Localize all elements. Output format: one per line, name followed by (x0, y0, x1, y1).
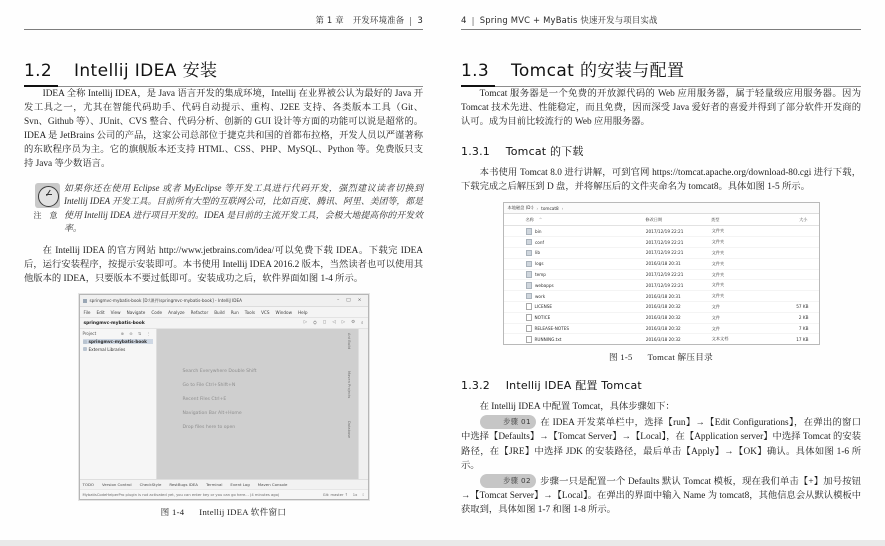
file-type-cell: 文件夹 (711, 228, 725, 234)
explorer-column-headers (504, 214, 819, 226)
file-name-cell (504, 239, 646, 246)
file-name-label: RELEASE-NOTES (534, 326, 570, 332)
section-title: Intellij IDEA 安装 (73, 61, 218, 81)
breadcrumb-drive[interactable]: 本地磁盘 (D:) (507, 205, 534, 211)
menu-item-run[interactable]: Run (230, 309, 239, 315)
hint-navigation-bar: Navigation Bar Alt+Home (182, 411, 242, 417)
ide-window-buttons (337, 298, 365, 303)
note-callout (30, 181, 423, 236)
hint-drop-files: Drop files here to open (182, 425, 236, 431)
file-type-cell: 文件 (711, 325, 721, 331)
settings-icon[interactable]: ⚙ (351, 320, 356, 326)
explorer-breadcrumb[interactable] (504, 203, 819, 214)
project-tree-item-root[interactable] (83, 339, 153, 344)
file-date-cell: 2016/3/18 20:32 (645, 326, 681, 332)
table-row[interactable] (504, 334, 819, 344)
file-type-cell: 文件夹 (711, 249, 725, 255)
file-icon (526, 314, 532, 321)
file-name-cell (504, 325, 646, 332)
file-name-cell (504, 303, 646, 310)
note-text: 如果你还在使用 Eclipse 或者 MyEclipse 等开发工具进行代码开发，强烈建议读者切换到 Intellij IDEA 开发工具。目前所有大型的互联网公司，比如百度、腾讯、阿里、美团等，都是使用 Intellij IDEA 进行项目开发的。IDEA 是目前的主流开发工具，会极大地提高你的开发效率。 (64, 182, 423, 234)
file-size-cell: 7 KB (798, 326, 809, 332)
project-tree-item-libraries[interactable] (83, 347, 153, 352)
file-size-cell: 57 KB (796, 304, 809, 310)
step-paragraph-02 (461, 475, 861, 517)
file-type-cell: 文件夹 (711, 293, 725, 299)
menu-item-tools[interactable]: Tools (244, 309, 256, 315)
file-date-cell: 2017/12/19 22:21 (645, 239, 684, 245)
file-icon (526, 303, 532, 310)
file-name-cell (504, 336, 646, 343)
folder-icon (526, 250, 533, 257)
subsection-number: 1.3.2 (461, 379, 490, 393)
file-date-cell: 2017/12/19 22:21 (645, 282, 684, 288)
page-folio-right: 4 (461, 16, 467, 26)
table-row[interactable] (504, 259, 819, 270)
file-icon (526, 336, 532, 343)
ide-status-bar (80, 479, 368, 489)
table-row[interactable] (504, 291, 819, 302)
running-head-separator: | (471, 16, 475, 26)
menu-item-file[interactable]: File (83, 309, 91, 315)
ide-plugin-message: MybatisCodeHelperPro plugin is not activated yet, you can enter key or you can go here... (4 minutes ago) (82, 492, 280, 497)
menu-item-window[interactable]: Window (275, 309, 293, 315)
paragraph-tomcat-download: 本书使用 Tomcat 8.0 进行讲解，可到官网 https://tomcat.apache.org/download-80.cgi 进行下载，下载完成之后解压到 D 盘，并将解压后的文件夹命名为 tomcat8。具体如图 1-5 所示。 (461, 168, 861, 193)
file-name-cell (504, 271, 646, 278)
chevron-right-icon: › (561, 205, 564, 211)
menu-item-analyze[interactable]: Analyze (168, 309, 185, 315)
file-type-cell: 文件 (711, 314, 721, 320)
file-name-label: temp (535, 272, 546, 278)
stop-icon[interactable]: ◻ (322, 320, 327, 326)
library-icon (83, 347, 87, 351)
file-name-cell (504, 282, 646, 289)
hint-recent-files: Recent Files Ctrl+E (182, 397, 227, 403)
ide-project-panel-title: Project (82, 331, 97, 337)
file-date-cell: 2017/12/19 22:21 (645, 228, 684, 234)
folder-icon (526, 261, 533, 268)
file-name-label: RUNNING.txt (534, 336, 562, 342)
running-head-title: 开发环境准备 (352, 15, 405, 25)
paragraph-config-intro: 在 Intellij IDEA 中配置 Tomcat，具体步骤如下： (479, 402, 675, 413)
forward-icon[interactable]: ▷ (341, 320, 346, 326)
section-rule-left (24, 86, 423, 87)
file-name-label: NOTICE (534, 315, 551, 321)
chevron-right-icon: › (536, 205, 539, 211)
file-name-cell (504, 314, 646, 321)
folder-icon (526, 293, 533, 300)
run-icon[interactable]: ▷ (303, 320, 308, 326)
ide-project-panel-icons[interactable]: ⊕ ⊖ ⇅ ⋮ (120, 331, 153, 337)
file-size-cell: 2 KB (798, 315, 809, 321)
folder-icon (526, 239, 533, 246)
ide-right-toolwindow-bar (346, 329, 368, 479)
file-name-label: lib (535, 250, 540, 256)
column-header-name[interactable] (504, 217, 646, 223)
file-name-cell (504, 228, 646, 235)
tool-tab-ant-build[interactable]: Ant Build (346, 333, 351, 350)
right-page (441, 0, 885, 546)
file-size-cell: 17 KB (796, 336, 809, 342)
subsection-number: 1.3.1 (461, 145, 490, 159)
status-tab-checkstyle[interactable]: CheckStyle (139, 482, 162, 488)
tool-tab-maven-projects[interactable]: Maven Projects (346, 371, 351, 399)
running-head-left (24, 14, 423, 30)
file-name-label: LICENSE (534, 304, 553, 310)
table-row[interactable] (504, 248, 819, 259)
page-bottom-edge (0, 540, 885, 546)
menu-item-navigate[interactable]: Navigate (126, 309, 146, 315)
paragraph-tomcat-intro: Tomcat 服务器是一个免费的开放源代码的 Web 应用服务器，属于轻量级应用服务器。因为 Tomcat 技术先进、性能稳定，而且免费，因而深受 Java 爱好者的喜爱并得到了部分软件开发商的认可。成为目前比较流行的 Web 应用服务器。 (461, 89, 861, 128)
figure-1-4 (24, 294, 423, 518)
figure-caption-text: Intellij IDEA 软件窗口 (199, 507, 287, 518)
menu-item-vcs[interactable]: VCS (261, 309, 270, 315)
status-tab-version-control[interactable]: Version Control (102, 482, 132, 488)
running-head-right (461, 14, 861, 30)
section-rule-right (461, 86, 861, 87)
figure-caption-1-4 (24, 506, 423, 518)
explorer-file-list (504, 226, 819, 344)
file-type-cell: 文件夹 (711, 271, 725, 277)
status-tab-maven-console[interactable]: Maven Console (257, 482, 288, 488)
ide-navigation-bar[interactable] (80, 318, 368, 329)
status-tab-event-log[interactable]: Event Log (230, 482, 250, 488)
section-number: 1.2 (24, 61, 52, 81)
menu-item-edit[interactable]: Edit (96, 309, 105, 315)
table-row[interactable] (504, 313, 819, 324)
project-tree-label: External Libraries (88, 346, 126, 352)
status-tab-restbugs[interactable]: RestBugs IDEA (169, 482, 198, 488)
maximize-icon[interactable]: □ (346, 298, 351, 304)
step-text-01: 在 IDEA 开发菜单栏中，选择【run】→【Edit Configurations】，在弹出的窗口中选择【Defaults】→【Tomcat Server】→【Local】，在【Application server】中选择 Tomcat 的安装路径，在【JRE】中选择 JDK 的安装路径，最后单击【Apply】→【OK】确认。具体如图 1-6 所示。 (461, 418, 861, 471)
ide-project-panel-header (83, 331, 153, 336)
figure-caption-1-5 (461, 351, 861, 363)
running-head-book-title: Spring MVC + MyBatis 快速开发与项目实战 (479, 15, 658, 25)
lock-icon[interactable]: ⌷ (362, 492, 365, 497)
subsection-title: Intellij IDEA 配置 Tomcat (505, 379, 642, 393)
breadcrumb-folder[interactable]: tomcat8 (541, 205, 559, 211)
file-date-cell: 2016/3/18 20:32 (645, 304, 681, 310)
figure-1-5 (461, 202, 861, 363)
ide-main-area (80, 329, 368, 479)
subsection-title: Tomcat 的下载 (505, 145, 584, 159)
ide-message-bar (80, 489, 368, 499)
sort-ascending-icon: ^ (538, 217, 543, 223)
file-icon (526, 325, 532, 332)
step-paragraph-01 (461, 416, 861, 472)
clock-icon (35, 183, 60, 208)
ide-toolbar-icons (304, 320, 364, 326)
project-tree-label: springmvc-mybatis-book (88, 339, 147, 345)
table-row[interactable] (504, 280, 819, 291)
section-number: 1.3 (461, 61, 489, 81)
tool-tab-database[interactable]: Database (346, 421, 351, 439)
section-title: Tomcat 的安装与配置 (510, 61, 685, 81)
close-icon[interactable]: × (357, 298, 362, 304)
table-row[interactable] (504, 324, 819, 335)
page-folio-left: 3 (417, 16, 423, 26)
hint-go-to-file: Go to File Ctrl+Shift+N (182, 383, 236, 389)
left-page (0, 0, 441, 546)
menu-item-view[interactable]: View (110, 309, 121, 315)
file-name-cell (504, 261, 646, 268)
column-header-size[interactable]: 大小 (799, 216, 808, 222)
ide-window-title: springmvc-mybatis-book [D:\课件\springmvc-mybatis-book] - IntelliJ IDEA (89, 297, 243, 303)
file-name-label: logs (535, 261, 544, 267)
file-date-cell: 2017/12/19 22:21 (645, 250, 684, 256)
folder-icon (526, 282, 533, 289)
file-name-label: conf (535, 239, 544, 245)
menu-item-refactor[interactable]: Refactor (190, 309, 209, 315)
step-badge-01: 步骤 01 (480, 415, 536, 429)
ide-app-icon (83, 299, 87, 303)
menu-item-help[interactable]: Help (298, 309, 308, 315)
explorer-screenshot (503, 202, 820, 345)
section-heading-1-2 (24, 56, 423, 86)
note-icon-area (30, 181, 64, 221)
figure-caption-number: 图 1-5 (608, 352, 633, 363)
file-name-label: work (535, 293, 546, 299)
subsection-heading-1-3-1 (461, 143, 861, 159)
hint-search-everywhere: Search Everywhere Double Shift (182, 369, 257, 375)
folder-icon (526, 228, 533, 235)
file-date-cell: 2016/3/18 20:32 (645, 315, 681, 321)
indent-indicator[interactable]: 1x (352, 492, 358, 497)
file-name-label: webapps (535, 282, 554, 288)
ide-screenshot (79, 294, 369, 500)
file-name-cell (504, 293, 646, 300)
ide-title-bar (80, 295, 368, 307)
menu-item-build[interactable]: Build (214, 309, 225, 315)
step-text-02: 步骤一只是配置一个 Defaults 默认 Tomcat 模板，现在我们单击【+】加号按钮→【Tomcat Server】→【Local】。在弹出的界面中输入 Name 为 tomcat8，其他信息会从默认模板中获取到，具体如图 1-7 和图 1-8 所示。 (461, 476, 861, 515)
paragraph-idea-intro: IDEA 全称 Intellij IDEA，是 Java 语言开发的集成环境，Intellij 在业界被公认为最好的 Java 开发工具之一，尤其在智能代码助手、代码自动提示、重构、J2EE 支持、各类版本工具（Git、Svn、Github 等）、JUnit、CVS 整合、代码分析、创新的 GUI 设计等方面的功能可以说是超常的。IDEA 是 JetBrains 公司的产品，这家公司总部位于捷克共和国的首都布拉格，开发人员以严谨著称的东欧程序员为主。它的旗舰版本还支持 HTML、CSS、PHP、MySQL、Python 等。免费版只支持 Java 等少数语言。 (24, 89, 423, 170)
file-date-cell: 2016/3/18 20:31 (645, 293, 681, 299)
file-date-cell: 2017/12/19 22:21 (645, 272, 684, 278)
file-type-cell: 文本文档 (711, 336, 729, 342)
file-date-cell: 2016/3/18 20:32 (645, 336, 681, 342)
debug-icon[interactable]: ⛭ (313, 321, 317, 327)
ide-project-panel (80, 329, 157, 479)
table-row[interactable] (504, 302, 819, 313)
status-tab-todo[interactable]: TODO (82, 482, 94, 488)
running-head-separator: | (409, 16, 413, 26)
minimize-icon[interactable]: – (337, 298, 340, 304)
column-header-name-label: 名称 (525, 216, 534, 222)
note-label: 注 意 (33, 210, 61, 220)
file-name-label: bin (535, 228, 542, 234)
search-icon[interactable]: ⌕ (361, 321, 364, 327)
file-type-cell: 文件夹 (711, 260, 725, 266)
git-branch-indicator[interactable]: Git: master ↑ (322, 492, 348, 497)
menu-item-code[interactable]: Code (151, 309, 163, 315)
ide-menu-bar (80, 307, 368, 318)
step-badge-02: 步骤 02 (480, 474, 536, 488)
figure-caption-text: Tomcat 解压目录 (647, 352, 714, 363)
file-name-cell (504, 250, 646, 257)
status-tab-terminal[interactable]: Terminal (205, 482, 223, 488)
ide-breadcrumb-project[interactable]: springmvc-mybatis-book (83, 320, 145, 326)
paragraph-download-idea: 在 Intellij IDEA 的官方网站 http://www.jetbrains.com/idea/可以免费下载 IDEA。下载完 IDEA 后，运行安装程序，按提示安装即可。本书使用 Intellij IDEA 2016.2 版本，当然读者也可以使用其他版本的 IDEA，只要版本不要过低即可。安装成功之后，软件界面如图 1-4 所示。 (24, 245, 423, 285)
folder-icon (526, 271, 533, 278)
section-heading-1-3 (461, 56, 861, 86)
subsection-heading-1-3-2 (461, 377, 861, 393)
file-date-cell: 2016/3/18 20:31 (645, 261, 681, 267)
table-row[interactable] (504, 237, 819, 248)
figure-caption-number: 图 1-4 (160, 507, 185, 518)
column-header-type[interactable]: 类型 (711, 216, 720, 222)
running-head-chapter: 第 1 章 (315, 15, 344, 25)
file-type-cell: 文件夹 (711, 282, 725, 288)
file-type-cell: 文件 (711, 303, 721, 309)
ide-editor-hints (183, 369, 358, 430)
back-icon[interactable]: ◁ (332, 320, 336, 326)
table-row[interactable] (504, 226, 819, 237)
table-row[interactable] (504, 270, 819, 281)
ide-status-right (323, 493, 365, 497)
file-type-cell: 文件夹 (711, 239, 725, 245)
column-header-date[interactable]: 修改日期 (645, 216, 663, 222)
ide-editor-area[interactable] (157, 329, 358, 479)
folder-icon (83, 340, 87, 344)
